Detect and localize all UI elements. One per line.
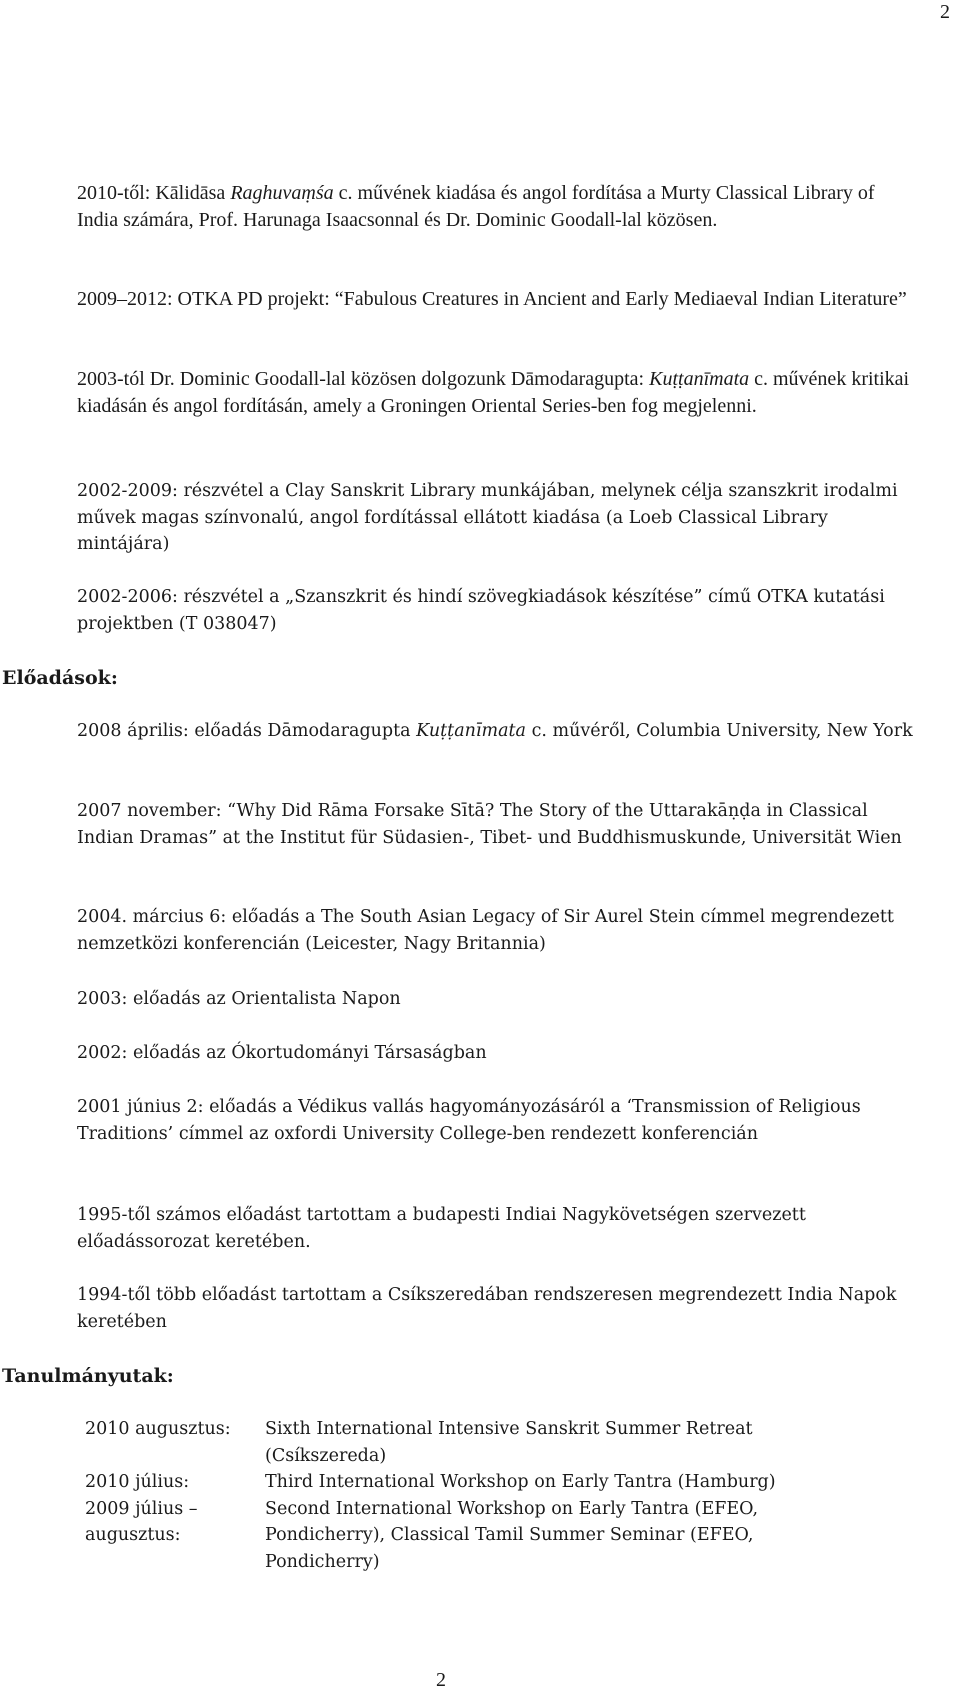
trip-date: 2009 július – augusztus: <box>85 1498 198 1545</box>
table-row <box>85 1469 825 1496</box>
lecture-entry: 1994-től több előadást tartottam a Csíkszeredában rendszeresen megrendezett India Napok keretében <box>77 1285 897 1332</box>
lecture-entry: 2007 november: “Why Did Rāma Forsake Sītā? The Story of the Uttarakāṇḍa in Classical Indian Dramas” at the Institut für Südasien-, Tibet- und Buddhismuskunde, Universität Wien <box>77 801 902 848</box>
trip-description: Third International Workshop on Early Tantra (Hamburg) <box>265 1472 776 1492</box>
page-number-bottom: 2 <box>436 1669 446 1691</box>
table-row <box>85 1416 825 1469</box>
table-row <box>85 1496 825 1576</box>
entry-text: 2008 április: előadás Dāmodaragupta <box>77 721 417 741</box>
entry-text: 2010-től: Kālidāsa <box>77 182 231 204</box>
lecture-entry: 1995-től számos előadást tartottam a budapesti Indiai Nagykövetségen szervezett előadássorozat keretében. <box>77 1205 806 1252</box>
work-title: Kuṭṭanīmata <box>416 721 526 741</box>
study-trips-table <box>85 1416 825 1575</box>
project-entry <box>77 180 917 233</box>
lecture-entry: 2002: előadás az Ókortudományi Társaságban <box>77 1043 487 1063</box>
lecture-entry: 2004. március 6: előadás a The South Asian Legacy of Sir Aurel Stein címmel megrendezett nemzetközi konferencián (Leicester, Nagy Britannia) <box>77 907 894 954</box>
trip-date: 2010 augusztus: <box>85 1419 231 1439</box>
project-entry: 2002-2009: részvétel a Clay Sanskrit Library munkájában, melynek célja szanszkrit irodalmi művek magas színvonalú, angol fordítással ellátott kiadása (a Loeb Classical Library mintájára) <box>77 481 898 554</box>
study-trips-heading: Tanulmányutak: <box>2 1365 174 1387</box>
lecture-entry: 2003: előadás az Orientalista Napon <box>77 989 401 1009</box>
entry-text: c. művének kiadása és angol fordítása a Murty Classical Library of India számára, Prof. Harunaga Isaacsonnal és Dr. Dominic Goodall-lal közösen. <box>77 182 875 231</box>
project-entry: 2002-2006: részvétel a „Szanszkrit és hindí szövegkiadások készítése” című OTKA kutatási projektben (T 038047) <box>77 587 885 634</box>
entry-text: c. művéről, Columbia University, New York <box>526 721 913 741</box>
work-title: Kuṭṭanīmata <box>649 368 750 390</box>
trip-description: Sixth International Intensive Sanskrit Summer Retreat (Csíkszereda) <box>265 1419 753 1466</box>
lecture-entry <box>77 718 917 745</box>
trip-description: Second International Workshop on Early Tantra (EFEO, Pondicherry), Classical Tamil Summer Seminar (EFEO, Pondicherry) <box>265 1498 759 1572</box>
entry-text: 2003-tól Dr. Dominic Goodall-lal közösen dolgozunk Dāmodaragupta: <box>77 368 650 390</box>
project-entry <box>77 366 917 419</box>
lectures-heading: Előadások: <box>2 667 118 689</box>
page-number-top: 2 <box>940 1 950 23</box>
entry-text: c. művének kritikai kiadásán és angol fordításán, amely a Groningen Oriental Series-ben fog megjelenni. <box>77 368 910 417</box>
project-entry: 2009–2012: OTKA PD projekt: “Fabulous Creatures in Ancient and Early Mediaeval Indian Literature” <box>77 288 907 310</box>
trip-date: 2010 július: <box>85 1472 190 1492</box>
lecture-entry: 2001 június 2: előadás a Védikus vallás hagyományozásáról a ‘Transmission of Religious Traditions’ címmel az oxfordi University College-ben rendezett konferencián <box>77 1097 861 1144</box>
work-title: Raghuvaṃśa <box>230 182 334 204</box>
